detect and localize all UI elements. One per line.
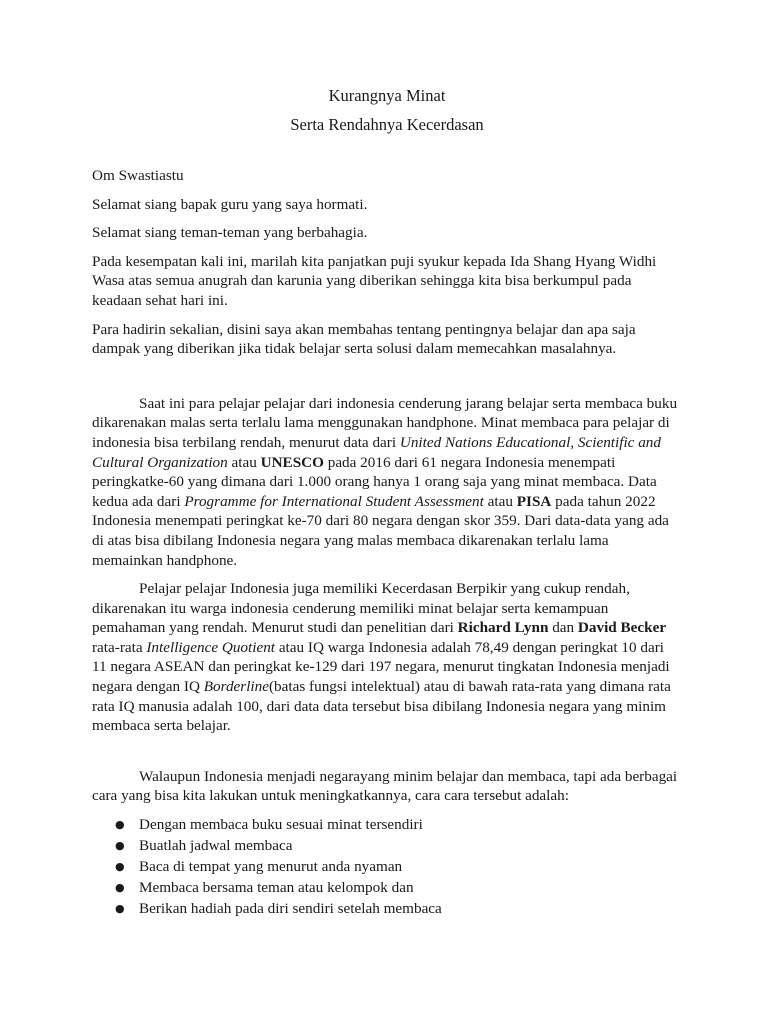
- list-item: [92, 857, 682, 877]
- title-line-1: Kurangnya Minat: [328, 86, 446, 105]
- bullet-icon: ●: [115, 839, 125, 853]
- text-run: dan: [548, 619, 578, 637]
- italic-run: Intelligence Quotient: [146, 638, 276, 656]
- list-item: [92, 878, 682, 898]
- text-run: atau: [483, 492, 517, 510]
- list-item-text: Baca di tempat yang menurut anda nyaman: [139, 858, 403, 876]
- intro-paragraph-2: Para hadirin sekalian, disini saya akan membahas tentang pentingnya belajar dan apa saja dampak yang diberikan jika tidak belajar serta solusi dalam memecahkan masalahnya.: [92, 320, 636, 358]
- solution-list: [92, 815, 682, 919]
- bold-run: David Becker: [577, 619, 667, 637]
- list-item: [92, 815, 682, 835]
- italic-run: Programme for International Student Assessment: [184, 492, 484, 510]
- bullet-icon: ●: [115, 860, 125, 874]
- salutation-friends: Selamat siang teman-teman yang berbahagia.: [92, 224, 368, 242]
- bullet-icon: ●: [115, 818, 125, 832]
- bold-run: Richard Lynn: [457, 619, 549, 637]
- bold-run: UNESCO: [260, 453, 324, 471]
- text-run: Pelajar pelajar Indonesia juga memiliki Kecerdasan Berpikir yang cukup rendah, dikarenakan itu warga indonesia cenderung memiliki minat belajar serta kemampuan pemahaman yang rendah. Menurut studi dan penelitian dari: [92, 580, 630, 637]
- list-item-text: Berikan hadiah pada diri sendiri setelah membaca: [139, 900, 442, 918]
- greeting: Om Swastiastu: [92, 167, 184, 184]
- list-item: [92, 836, 682, 856]
- list-item-text: Membaca bersama teman atau kelompok dan: [139, 879, 414, 897]
- italic-run: Borderline: [203, 678, 269, 696]
- text-run: atau: [227, 453, 261, 471]
- text-run: Saat ini para pelajar pelajar dari indonesia cenderung jarang belajar serta membaca buku dikarenakan malas serta terlalu lama menggunakan handphone. Minat membaca para pelajar di indonesia bisa terbilang rendah, menurut data dari: [92, 394, 678, 451]
- text-run: (batas fungsi intelektual) atau di bawah rata-rata yang dimana rata rata IQ manusia adalah 100, dari data data tersebut bisa dibilang Indonesia negara yang minim membaca serta belajar.: [92, 678, 671, 735]
- bullet-icon: ●: [115, 902, 125, 916]
- spacer: [92, 745, 682, 767]
- intro-paragraph-1: Pada kesempatan kali ini, marilah kita panjatkan puji syukur kepada Ida Shang Hyang Widhi Wasa atas semua anugrah dan karunia yang diberikan sehingga kita bisa berkumpul pada keadaan sehat hari ini.: [92, 252, 657, 309]
- text-run: pada 2016 dari 61 negara Indonesia menempati peringkatke-60 yang dimana dari 1.000 orang hanya 1 orang saja yang minat membaca. Data kedua ada dari: [92, 453, 657, 510]
- salutation-teacher: Selamat siang bapak guru yang saya hormati.: [92, 195, 368, 213]
- text-run: rata-rata: [92, 638, 147, 656]
- document-page: [92, 86, 682, 920]
- list-item-text: Buatlah jadwal membaca: [139, 837, 293, 855]
- title-line-2: Serta Rendahnya Kecerdasan: [290, 115, 484, 134]
- text-run: pada tahun 2022 Indonesia menempati peringkat ke-70 dari 80 negara dengan skor 359. Dari data-data yang ada di atas bisa dibilang Indonesia negara yang malas membaca dikarenakan terlalu lama memainkan handphone.: [92, 492, 669, 569]
- title-block: [92, 86, 682, 135]
- text-run: atau IQ warga Indonesia adalah 78,49 dengan peringkat 10 dari 11 negara ASEAN dan peringkat ke-129 dari 197 negara, menurut tingkatan Indonesia menjadi negara dengan IQ: [92, 638, 670, 696]
- spacer: [92, 368, 682, 394]
- list-item: [92, 899, 682, 919]
- body-paragraph-solutions: Walaupun Indonesia menjadi negarayang minim belajar dan membaca, tapi ada berbagai cara yang bisa kita lakukan untuk meningkatkannya, cara cara tersebut adalah:: [92, 767, 678, 805]
- bold-run: PISA: [516, 492, 552, 510]
- body-paragraph-reading-interest: [92, 394, 682, 570]
- bullet-icon: ●: [115, 881, 125, 895]
- list-item-text: Dengan membaca buku sesuai minat tersendiri: [139, 816, 423, 834]
- italic-run: United Nations Educational, Scientific and Cultural Organization: [92, 433, 661, 471]
- body-paragraph-intelligence: [92, 579, 682, 736]
